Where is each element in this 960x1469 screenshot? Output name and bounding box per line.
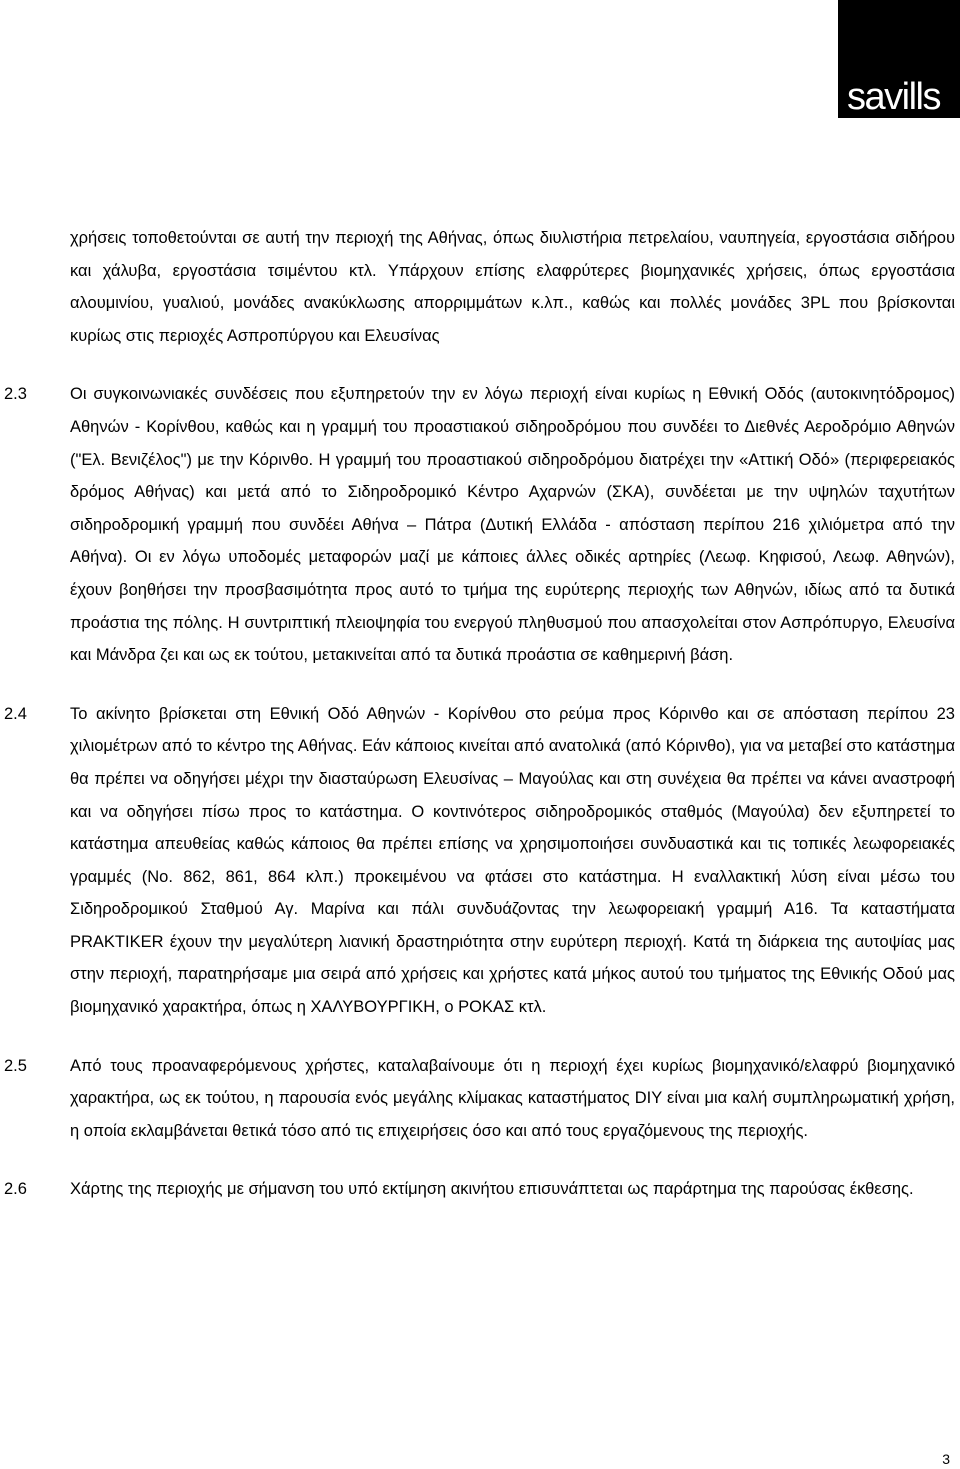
section-text: Το ακίνητο βρίσκεται στη Εθνική Οδό Αθηνών - Κορίνθου στο ρεύμα προς Κόρινθο και σε απόσταση περίπου 23 χιλιομέτρων από το κέντρο της Αθήνας. Εάν κάποιος κινείται από ανατολικά (από Κόρινθο), για να μεταβεί στο κατάστημα θα πρέπει να οδηγήσει μέχρι την διασταύρωση Ελευσίνας – Μαγούλας και στη συνέχεια θα πρέπει να κάνει αναστροφή και να οδηγήσει πίσω προς το κατάστημα. Ο κοντινότερος σιδηροδρομικός σταθμός (Μαγούλα) δεν εξυπηρετεί το κατάστημα απευθείας καθώς κάποιος θα πρέπει επίσης να χρησιμοποιήσει συνδυαστικά και τις τοπικές λεωφορειακές γραμμές (Νο. 862, 861, 864 κλπ.) προκειμένου να φτάσει στο κατάστημα. Η εναλλακτική λύση είναι μέσω του Σιδηροδρομικού Σταθμού Αγ. Μαρίνα και πάλι συνδυάζοντας την λεωφορειακή γραμμή Α16. Τα καταστήματα PRAKTIKER έχουν την μεγαλύτερη λιανική δραστηριότητα στην ευρύτερη περιοχή. Κατά τη διάρκεια της αυτοψίας μας στην περιοχή, παρατηρήσαμε μια σειρά από χρήσεις και χρήστες κατά μήκος αυτού του τμήματος της Εθνικής Οδού μας βιομηχανικό χαρακτήρα, όπως η ΧΑΛΥΒΟΥΡΓΙΚΗ, ο ΡΟΚΑΣ κτλ. xyxy=(70,704,955,1017)
paragraph-gap xyxy=(0,352,960,378)
section-number: 2.3 xyxy=(4,385,27,404)
paragraph-gap xyxy=(0,672,960,698)
section-2-5 xyxy=(4,1050,955,1148)
page-number: 3 xyxy=(942,1451,950,1467)
section-text: Οι συγκοινωνιακές συνδέσεις που εξυπηρετούν την εν λόγω περιοχή είναι κυρίως η Εθνική Οδός (αυτοκινητόδρομος) Αθηνών - Κορίνθου, καθώς και η γραμμή του προαστιακού σιδηροδρόμου που συνδέει το Διεθνές Αεροδρόμιο Αθηνών ("Ελ. Βενιζέλος") με την Κόρινθο. Η γραμμή του προαστιακού σιδηροδρόμου διατρέχει την «Αττική Οδό» (περιφερειακός δρόμος Αθήνας) και μετά από το Σιδηροδρομικό Κέντρο Αχαρνών (ΣΚΑ), συνδέεται με την υψηλών ταχυτήτων σιδηροδρομική γραμμή που συνδέει Αθήνα – Πάτρα (Δυτική Ελλάδα - απόσταση περίπου 216 χιλιόμετρα από την Αθήνα). Οι εν λόγω υποδομές μεταφορών μαζί με κάποιες άλλες οδικές αρτηρίες (Λεωφ. Κηφισού, Λεωφ. Αθηνών), έχουν βοηθήσει την προσβασιμότητα προς αυτό το τμήμα της ευρύτερης περιοχής των Αθηνών, ιδίως από τα δυτικά προάστια της πόλης. Η συντριπτική πλειοψηφία του ενεργού πληθυσμού που απασχολείται στον Ασπρόπυργο, Ελευσίνα και Μάνδρα ζει και ως εκ τούτου, μετακινείται από τα δυτικά προάστια σε καθημερινή βάση. xyxy=(70,385,955,665)
section-2-4 xyxy=(4,698,955,1024)
paragraph-gap xyxy=(0,1024,960,1050)
logo-text: savills xyxy=(847,76,940,118)
section-2-6 xyxy=(4,1173,955,1206)
intro-paragraph: χρήσεις τοποθετούνται σε αυτή την περιοχή της Αθήνας, όπως διυλιστήρια πετρελαίου, ναυπηγεία, εργοστάσια σιδήρου και χάλυβα, εργοστάσια τσιμέντου κτλ. Υπάρχουν επίσης ελαφρύτερες βιομηχανικές χρήσεις, όπως εργοστάσια αλουμινίου, γυαλιού, μονάδες ανακύκλωσης απορριμμάτων κ.λπ., καθώς και πολλές μονάδες 3PL που βρίσκονται κυρίως στις περιοχές Ασπροπύργου και Ελευσίνας xyxy=(70,229,955,345)
document-body xyxy=(0,222,960,1206)
section-text: Από τους προαναφερόμενους χρήστες, καταλαβαίνουμε ότι η περιοχή έχει κυρίως βιομηχανικό/ελαφρύ βιομηχανικό χαρακτήρα, ως εκ τούτου, η παρουσία ενός μεγάλης κλίμακας καταστήματος DIY είναι μια καλή συμπληρωματική χρήση, η οποία εκλαμβάνεται θετικά τόσο από τις επιχειρήσεις όσο και από τους εργαζόμενους της περιοχής. xyxy=(70,1056,955,1140)
paragraph-gap xyxy=(0,1147,960,1173)
section-2-3 xyxy=(4,378,955,671)
section-number: 2.5 xyxy=(4,1056,27,1075)
section-number: 2.4 xyxy=(4,704,27,723)
savills-logo xyxy=(838,0,960,118)
section-text: Χάρτης της περιοχής με σήμανση του υπό εκτίμηση ακινήτου επισυνάπτεται ως παράρτημα της παρούσας έκθεσης. xyxy=(70,1180,914,1199)
section-number: 2.6 xyxy=(4,1180,27,1199)
